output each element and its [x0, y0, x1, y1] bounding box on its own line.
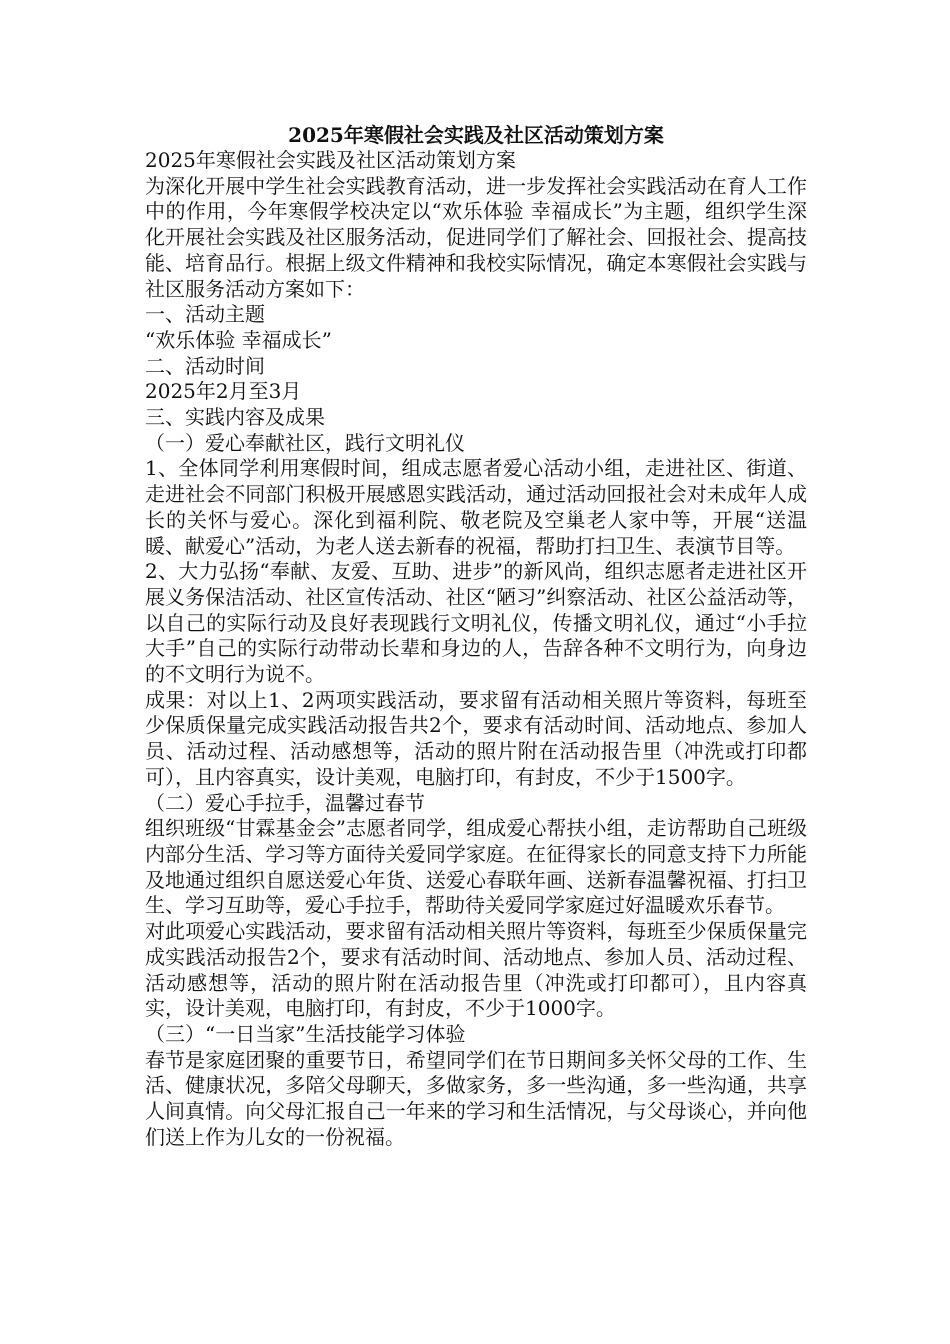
paragraph-one-day-host: 春节是家庭团聚的重要节日，希望同学们在节日期间多关怀父母的工作、生活、健康状况，多陪父母聊天，多做家务，多一些沟通，多一些沟通，共享人间真情。向父母汇报自己一年来的学习和生活情况，与父母谈心，并向他们送上作为儿女的一份祝福。 [145, 1047, 807, 1149]
paragraph-results: 成果：对以上1、2两项实践活动，要求留有活动相关照片等资料，每班至少保质保量完成实践活动报告共2个，要求有活动时间、活动地点、参加人员、活动过程、活动感想等，活动的照片附在活动报告里（冲洗或打印都可），且内容真实，设计美观，电脑打印，有封皮，不少于1500字。 [145, 687, 807, 789]
paragraph-hand-in-hand-requirements: 对此项爱心实践活动，要求留有活动相关照片等资料，每班至少保质保量完成实践活动报告2个，要求有活动时间、活动地点、参加人员、活动过程、活动感想等，活动的照片附在活动报告里（冲洗或打印都可），且内容真实，设计美观，电脑打印，有封皮，不少于1000字。 [145, 919, 807, 1021]
paragraph-hand-in-hand: 组织班级“甘霖基金会”志愿者同学，组成爱心帮扶小组，走访帮助自己班级内部分生活、学习等方面待关爱同学家庭。在征得家长的同意支持下力所能及地通过组织自愿送爱心年货、送爱心春联年画、送新春温馨祝福、打扫卫生、学习互助等，爱心手拉手，帮助待关爱同学家庭过好温暖欢乐春节。 [145, 816, 807, 918]
subheading-hand-in-hand: （二）爱心手拉手，温馨过春节 [145, 790, 425, 815]
heading-content: 三、实践内容及成果 [145, 405, 325, 430]
paragraph-item-2: 2、大力弘扬“奉献、友爱、互助、进步”的新风尚，组织志愿者走进社区开展义务保洁活动、社区宣传活动、社区“陋习”纠察活动、社区公益活动等，以自己的实际行动及良好表现践行文明礼仪，传播文明礼仪，通过“小手拉大手”自己的实际行动带动长辈和身边的人，告辞各种不文明行为，向身边的不文明行为说不。 [145, 559, 807, 687]
document-body [145, 122, 807, 1150]
paragraph-theme: “欢乐体验 幸福成长” [145, 327, 332, 352]
subheading-one-day-host: （三）“一日当家”生活技能学习体验 [145, 1021, 466, 1046]
subheading-community: （一）爱心奉献社区，践行文明礼仪 [145, 430, 465, 455]
paragraph-item-1: 1、全体同学利用寒假时间，组成志愿者爱心活动小组，走进社区、街道、走进社会不同部门积极开展感恩实践活动，通过活动回报社会对未成年人成长的关怀与爱心。深化到福利院、敬老院及空巢老人家中等，开展“送温暖、献爱心”活动，为老人送去新春的祝福，帮助打扫卫生、表演节目等。 [145, 456, 807, 558]
heading-time: 二、活动时间 [145, 353, 265, 378]
heading-theme: 一、活动主题 [145, 302, 265, 327]
paragraph-intro: 为深化开展中学生社会实践教育活动，进一步发挥社会实践活动在育人工作中的作用，今年寒假学校决定以“欢乐体验 幸福成长”为主题，组织学生深化开展社会实践及社区服务活动，促进同学们了解社会、回报社会、提高技能、培育品行。根据上级文件精神和我校实际情况，确定本寒假社会实践与社区服务活动方案如下： [145, 173, 807, 301]
paragraph-subtitle: 2025年寒假社会实践及社区活动策划方案 [145, 148, 516, 172]
document-title: 2025年寒假社会实践及社区活动策划方案 [288, 123, 664, 147]
paragraph-time: 2025年2月至3月 [145, 379, 302, 404]
